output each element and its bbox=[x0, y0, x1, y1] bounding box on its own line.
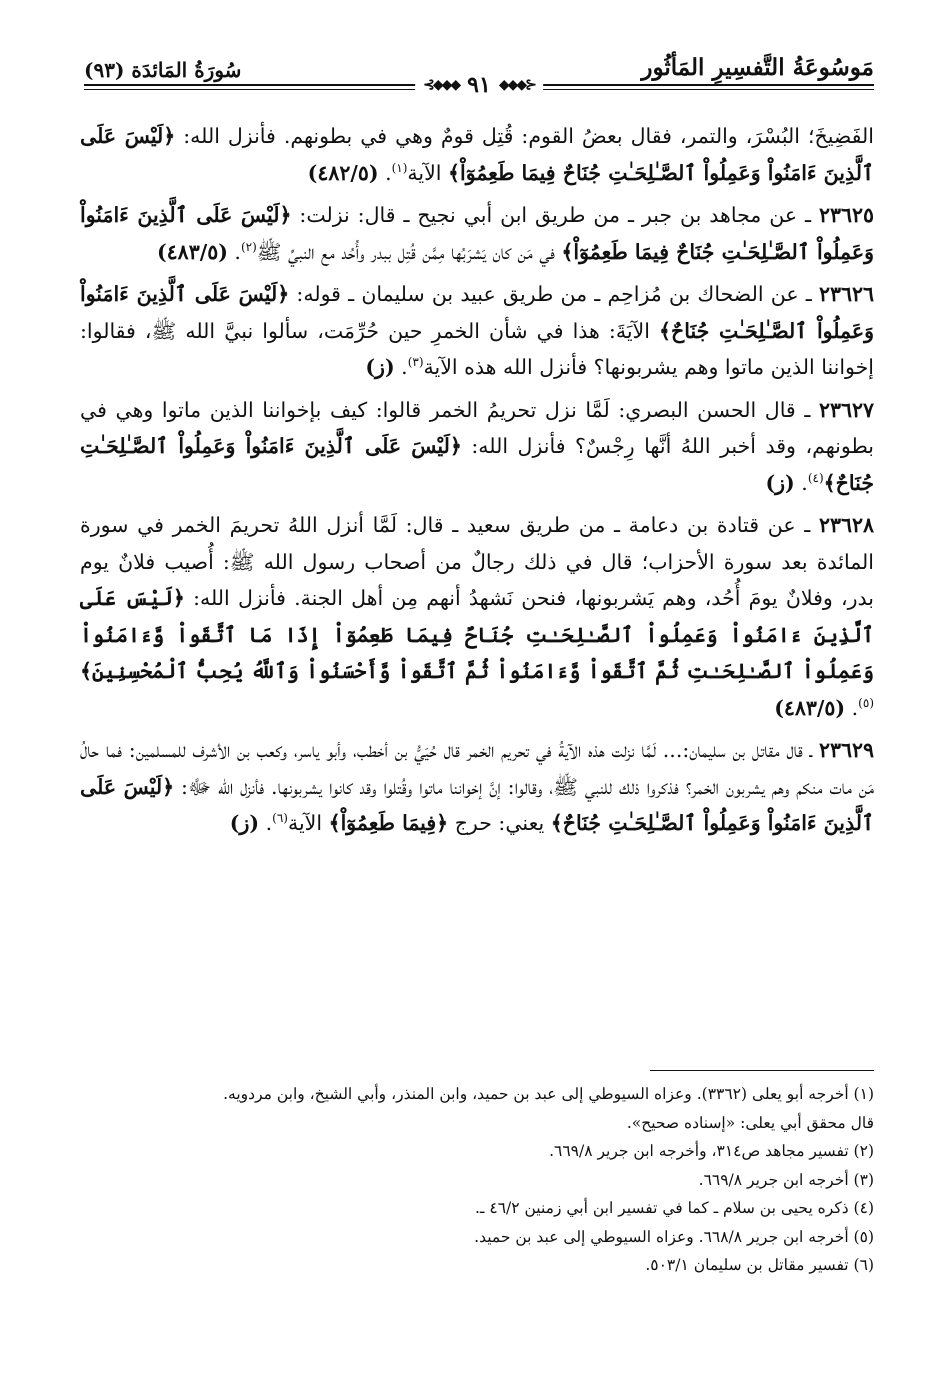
volume-reference: (ز) bbox=[765, 470, 795, 495]
footnote-marker[interactable]: (٦) bbox=[272, 811, 288, 826]
page-number: ٩١ bbox=[467, 72, 491, 98]
page-number-ornament bbox=[415, 72, 543, 98]
footnote-marker[interactable]: (٣) bbox=[407, 355, 424, 370]
paragraph-text: . bbox=[794, 470, 808, 495]
paragraph-3 bbox=[80, 392, 874, 502]
footnote-3: (٣) أخرجه ابن جرير ٦٦٩/٨. bbox=[698, 1170, 874, 1189]
paragraph-text: الآيَةَ: هذا في شأن الخمرِ حين حُرِّمَت، سألوا نبيَّ الله ﷺ، فقالوا: إخواننا الذين ماتوا وهم يشربونها؟ فأنزل الله هذه الآية bbox=[80, 318, 874, 379]
footnote-1: (١) أخرجه أبو يعلى (٣٣٦٢). وعزاه السيوطي إلى عبد بن حميد، وابن المنذر، وأبي الشيخ، وابن مردويه. bbox=[223, 1085, 874, 1103]
footnote-6: (٦) تفسير مقاتل بن سليمان ٥٠٣/١. bbox=[645, 1256, 874, 1274]
paragraph-text: الآية bbox=[407, 160, 449, 185]
quran-verse: ﴿لَيْسَ عَلَى ٱلَّذِينَ ءَامَنُواْ وَعَمِلُواْ ٱلصَّـٰلِحَـٰتِ جُنَاحٌ﴾ bbox=[80, 282, 875, 343]
ornament-right-icon: ◆◆◆⊱ bbox=[498, 77, 535, 93]
series-title: مَوسُوعَةُ التَّفسِيرِ المَأثُور bbox=[641, 54, 874, 81]
quran-verse: ﴿لَيْسَ عَلَى ٱلَّذِينَ ءَامَنُواْ وَعَمِلُواْ ٱلصَّـٰلِحَـٰتِ جُنَاحٌ فِيمَا طَعِمُوٓاْ﴾ bbox=[80, 124, 874, 185]
paragraph-text: . bbox=[259, 811, 273, 835]
page-header bbox=[84, 50, 874, 104]
volume-reference: (ز) bbox=[229, 811, 260, 835]
quran-verse: ﴿لَيْسَ عَلَى ٱلَّذِينَ ءَامَنُواْ وَعَمِلُواْ ٱلصَّـٰلِحَـٰتِ جُنَاحٌ﴾ bbox=[80, 434, 874, 495]
footnote-marker[interactable]: (٢) bbox=[240, 239, 257, 254]
footnote-4: (٤) ذكره يحيى بن سلام ـ كما في تفسير ابن أبي زمنين ٤٦/٢ ـ. bbox=[474, 1199, 874, 1217]
footnote-separator bbox=[650, 1070, 874, 1071]
footnote-marker[interactable]: (٤) bbox=[807, 470, 824, 485]
narration-number: ٢٣٦٢٦ bbox=[818, 282, 874, 306]
paragraph-text: يعني: حرج bbox=[448, 811, 551, 835]
chapter-title: سُورَةُ المَائدَة (٩٣) bbox=[84, 58, 242, 82]
paragraph-text: في مَن كان يَشرَبُها مِمَّن قُتِل ببدر وأُحُد مع النبيِّ ﷺ bbox=[256, 239, 562, 264]
paragraph-text: ـ قال مقاتل بن سليمان:... لَمَّا نزلت هذه الآيةُ في تحريم الخمر قال حُيَيُّ بن أخطب، وأبو ياسر، وكعب بن الأشرف للمسلمين: فما حالُ مَن مات منكم وهم يشربون الخمر؟ فذكروا ذلك للنبي ﷺ، وقالوا: إنَّ إخواننا ماتوا وقُتلوا وقد كانوا يشربونها. فأنزل الله ﷻ: bbox=[80, 738, 874, 799]
footnotes bbox=[80, 1080, 874, 1280]
paragraph-text: ـ عن قتادة بن دعامة ـ من طريق سعيد ـ قال: لَمَّا أنزل اللهُ تحريمَ الخمر في سورة المائدة بعد سورة الأحزاب؛ قال في ذلك رجالٌ من أصحاب رسول الله ﷺ: أُصيب فلانٌ يوم بدر، وفلانٌ يومَ أُحُد، وهم يَشربونها، فنحن نَشهدُ أنهم مِن أهل الجنة. فأنزل الله: bbox=[80, 513, 874, 610]
footnote-1-cont: قال محقق أبي يعلى: «إسناده صحيح». bbox=[626, 1113, 874, 1132]
paragraph-text: الآية bbox=[287, 811, 329, 835]
volume-reference: (ز) bbox=[365, 355, 395, 379]
paragraph-4 bbox=[80, 507, 874, 726]
footnote-5: (٥) أخرجه ابن جرير ٦٦٨/٨. وعزاه السيوطي إلى عبد بن حميد. bbox=[474, 1227, 874, 1246]
volume-reference: (٤٨٣/٥) bbox=[156, 239, 228, 264]
narration-number: ٢٣٦٢٨ bbox=[818, 513, 874, 537]
paragraph-1 bbox=[80, 197, 874, 270]
narration-number: ٢٣٦٢٧ bbox=[818, 397, 874, 422]
volume-reference: (٤٨٢/٥) bbox=[307, 160, 379, 185]
paragraph-text: . bbox=[227, 239, 241, 264]
ornament-left-icon: ⊰◆◆◆ bbox=[423, 77, 460, 93]
paragraph-2 bbox=[80, 276, 874, 386]
paragraph-text: . bbox=[845, 695, 859, 720]
footnote-marker[interactable]: (١) bbox=[391, 160, 408, 175]
quran-verse: ﴿فِيمَا طَعِمُوٓاْ﴾ bbox=[328, 811, 449, 835]
narration-number: ٢٣٦٢٩ bbox=[818, 738, 874, 762]
paragraph-text: ـ عن الضحاك بن مُزاحِم ـ من طريق عبيد بن سليمان ـ قوله: bbox=[289, 282, 819, 306]
narration-number: ٢٣٦٢٥ bbox=[818, 203, 874, 227]
footnote-marker[interactable]: (٥) bbox=[858, 695, 874, 710]
quran-verse: ﴿لَيْسَ عَلَى ٱلَّذِينَ ءَامَنُواْ وَعَمِلُواْ ٱلصَّـٰلِحَـٰتِ جُنَاحٌ فِيمَا طَعِمُوٓاْ﴾ bbox=[80, 203, 874, 264]
paragraph-text: الفَضِيخَ؛ البُسْرَ، والتمر، فقال بعضُ القوم: قُتِل قومٌ وهي في بطونهم. فأنزل الله: bbox=[175, 124, 874, 148]
footnote-2: (٢) تفسير مجاهد ص٣١٤، وأخرجه ابن جرير ٦٦٩/٨. bbox=[549, 1142, 874, 1160]
paragraph-0 bbox=[80, 118, 874, 191]
paragraph-text: . bbox=[394, 355, 408, 379]
quran-verse: ﴿لَيْسَ عَلَى ٱلَّذِينَ ءَامَنُواْ وَعَمِلُواْ ٱلصَّـٰلِحَـٰتِ جُنَاحٌ فِيمَا طَعِمُوٓاْ إِذَا مَا ٱتَّقَواْ وَّءَامَنُواْ وَعَمِلُواْ ٱلصَّـٰلِحَـٰتِ ثُمَّ ٱتَّقَواْ وَّءَامَنُواْ ثُمَّ ٱتَّقَواْ وَّأَحْسَنُواْ وَٱللَّهُ يُحِبُّ ٱلْمُحْسِنِينَ﴾ bbox=[80, 586, 874, 683]
quran-verse: ﴿لَيْسَ عَلَى ٱلَّذِينَ ءَامَنُواْ وَعَمِلُواْ ٱلصَّـٰلِحَـٰتِ جُنَاحٌ﴾ bbox=[80, 774, 874, 835]
paragraph-text: ـ عن مجاهد بن جبر ـ من طريق ابن أبي نجيح ـ قال: نزلت: bbox=[291, 203, 819, 227]
main-text bbox=[80, 118, 874, 848]
volume-reference: (٤٨٣/٥) bbox=[774, 695, 846, 720]
paragraph-text: . bbox=[378, 160, 392, 185]
paragraph-text: ـ قال الحسن البصري: لَمَّا نزل تحريمُ الخمر قالوا: كيف بإخواننا الذين ماتوا وهي في بطونهم، وقد أخبر اللهُ أنَّها رِجْسٌ؟ فأنزل الله: bbox=[80, 397, 875, 458]
paragraph-5 bbox=[80, 732, 874, 842]
